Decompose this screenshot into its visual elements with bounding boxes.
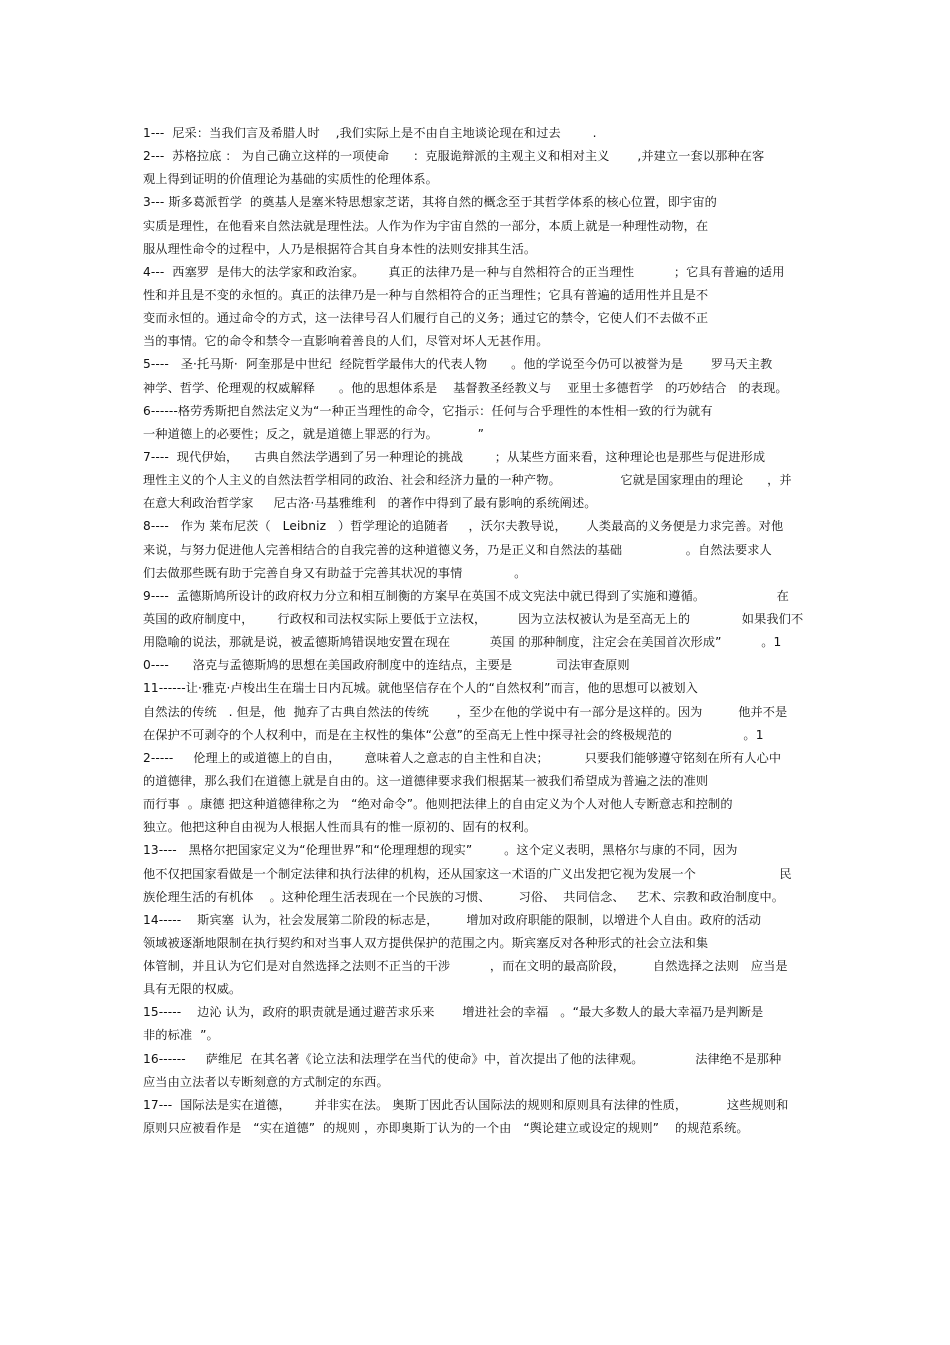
text-line: 领域被逐渐地限制在执行契约和对当事人双方提供保护的范围之内。斯宾塞反对各种形式的社会立法和集 <box>143 935 709 950</box>
text-line: 9---- 孟德斯鸠所设计的政府权力分立和相互制衡的方案早在英国不成文宪法中就已得到了实施和遵循。 在 <box>143 588 789 603</box>
text-line: 实质是理性，在他看来自然法就是理性法。人作为作为宇宙自然的一部分，本质上就是一种理性动物，在 <box>143 218 709 233</box>
text-line: 自然法的传统 . 但是，他 抛弃了古典自然法的传统 ，至少在他的学说中有一部分是这样的。因为 他并不是 <box>143 704 788 719</box>
text-line: 族伦理生活的有机体 。这种伦理生活表现在一个民族的习惯、 习俗、 共同信念、 艺术、宗教和政治制度中。 <box>143 889 785 904</box>
text-line: 15----- 边沁 认为，政府的职责就是通过避苦求乐来 增进社会的幸福 。“最大多数人的最大幸福乃是判断是 <box>143 1005 764 1020</box>
text-line: 神学、哲学、伦理观的权威解释 。他的思想体系是 基督教圣经教义与 亚里士多德哲学 的巧妙结合 的表现。 <box>143 380 788 395</box>
text-line: 14----- 斯宾塞 认为，社会发展第二阶段的标志是， 增加对政府职能的限制，以增进个人自由。政府的活动 <box>143 912 762 927</box>
text-line: 8---- 作为 莱布尼茨（ Leibniz ）哲学理论的追随者 ，沃尔夫教导说， 人类最高的义务便是力求完善。对他 <box>143 519 784 534</box>
text-line: 11------让·雅克·卢梭出生在瑞士日内瓦城。就他坚信存在个人的“自然权利”而言，他的思想可以被划入 <box>143 681 698 696</box>
text-line: 他不仅把国家看做是一个制定法律和执行法律的机构，还从国家这一术语的广义出发把它视为发展一个 民 <box>143 866 792 881</box>
text-line: 性和并且是不变的永恒的。真正的法律乃是一种与自然相符合的正当理性；它具有普遍的适用性并且是不 <box>143 287 709 302</box>
text-line: 2----- 伦理上的或道德上的自由， 意味着人之意志的自主性和自决； 只要我们能够遵守铭刻在所有人心中 <box>143 750 782 765</box>
document-text <box>143 122 813 1140</box>
text-line: 6------格劳秀斯把自然法定义为“一种正当理性的命令，它指示：任何与合乎理性的本性相一致的行为就有 <box>143 403 713 418</box>
text-line: 0---- 洛克与孟德斯鸠的思想在美国政府制度中的连结点，主要是 司法审查原则 <box>143 658 630 673</box>
text-line: 在意大利政治哲学家 尼古洛·马基雅维利 的著作中得到了最有影响的系统阐述。 <box>143 496 597 511</box>
text-line: 4--- 西塞罗 是伟大的法学家和政治家。 真正的法律乃是一种与自然相符合的正当理性 ；它具有普遍的适用 <box>143 264 785 279</box>
text-line: 观上得到证明的价值理论为基础的实质性的伦理体系。 <box>143 172 438 187</box>
text-line: 来说，与努力促进他人完善相结合的自我完善的这种道德义务，乃是正义和自然法的基础 。自然法要求人 <box>143 542 772 557</box>
text-line: 3--- 斯多葛派哲学 的奠基人是塞米特思想家芝诺，其将自然的概念至于其哲学体系的核心位置，即宇宙的 <box>143 195 717 210</box>
text-line: 16------ 萨维尼 在其名著《论立法和法理学在当代的使命》中，首次提出了他的法律观。 法律绝不是那种 <box>143 1051 782 1066</box>
text-line: 非的标准 ”。 <box>143 1028 219 1043</box>
text-line: 1--- 尼采：当我们言及希腊人时 ,我们实际上是不由自主地谈论现在和过去 . <box>143 126 597 140</box>
text-line: 在保护不可剥夺的个人权利中，而是在主权性的集体“公意”的至高无上性中探寻社会的终极规范的 。1 <box>143 727 764 742</box>
text-line: 用隐喻的说法，那就是说，被孟德斯鸠错误地安置在现在 英国 的那种制度，注定会在美国首次形成” 。1 <box>143 635 782 650</box>
text-line: 当的事情。它的命令和禁令一直影响着善良的人们，尽管对坏人无甚作用。 <box>143 334 549 349</box>
text-line: 变而永恒的。通过命令的方式，这一法律号召人们履行自己的义务；通过它的禁令，它使人们不去做不正 <box>143 311 709 326</box>
text-line: 英国的政府制度中， 行政权和司法权实际上要低于立法权， 因为立法权被认为是至高无上的 如果我们不 <box>143 611 804 626</box>
text-line: 服从理性命令的过程中，人乃是根据符合其自身本性的法则安排其生活。 <box>143 241 537 256</box>
text-line: 独立。他把这种自由视为人根据人性而具有的惟一原初的、固有的权利。 <box>143 820 537 835</box>
text-line: 具有无限的权威。 <box>143 982 242 997</box>
text-line: 理性主义的个人主义的自然法哲学相同的政治、社会和经济力量的一种产物。 它就是国家理由的理论 ，并 <box>143 473 792 488</box>
text-line: 一种道德上的必要性；反之，就是道德上罪恶的行为。 ” <box>143 426 485 441</box>
text-line: 体管制，并且认为它们是对自然选择之法则不正当的干涉 ，而在文明的最高阶段， 自然选择之法则 应当是 <box>143 959 788 974</box>
text-line: 7---- 现代伊始， 古典自然法学遇到了另一种理论的挑战 ；从某些方面来看，这种理论也是那些与促进形成 <box>143 449 766 464</box>
text-line: 原则只应被看作是 “实在道德” 的规则 ，亦即奥斯丁认为的一个由 “舆论建立或设定的规则” 的规范系统。 <box>143 1121 749 1136</box>
text-line: 2--- 苏格拉底 ： 为自己确立这样的一项使命 ：克服诡辩派的主观主义和相对主义 ,并建立一套以那种在客 <box>143 149 765 164</box>
text-line: 们去做那些既有助于完善自身又有助益于完善其状况的事情 。 <box>143 565 527 580</box>
text-line: 17--- 国际法是实在道德， 并非实在法。 奥斯丁因此否认国际法的规则和原则具有法律的性质， 这些规则和 <box>143 1097 789 1112</box>
text-line: 应当由立法者以专断刻意的方式制定的东西。 <box>143 1074 389 1089</box>
text-line: 的道德律，那么我们在道德上就是自由的。这一道德律要求我们根据某一被我们希望成为普遍之法的准则 <box>143 773 709 788</box>
text-line: 而行事 。康德 把这种道德律称之为 “绝对命令”。他则把法律上的自由定义为个人对他人专断意志和控制的 <box>143 797 733 812</box>
text-line: 13---- 黑格尔把国家定义为“伦理世界”和“伦理理想的现实” 。这个定义表明，黑格尔与康的不同，因为 <box>143 843 738 858</box>
text-line: 5---- 圣·托马斯· 阿奎那是中世纪 经院哲学最伟大的代表人物 。他的学说至今仍可以被誉为是 罗马天主教 <box>143 357 773 372</box>
